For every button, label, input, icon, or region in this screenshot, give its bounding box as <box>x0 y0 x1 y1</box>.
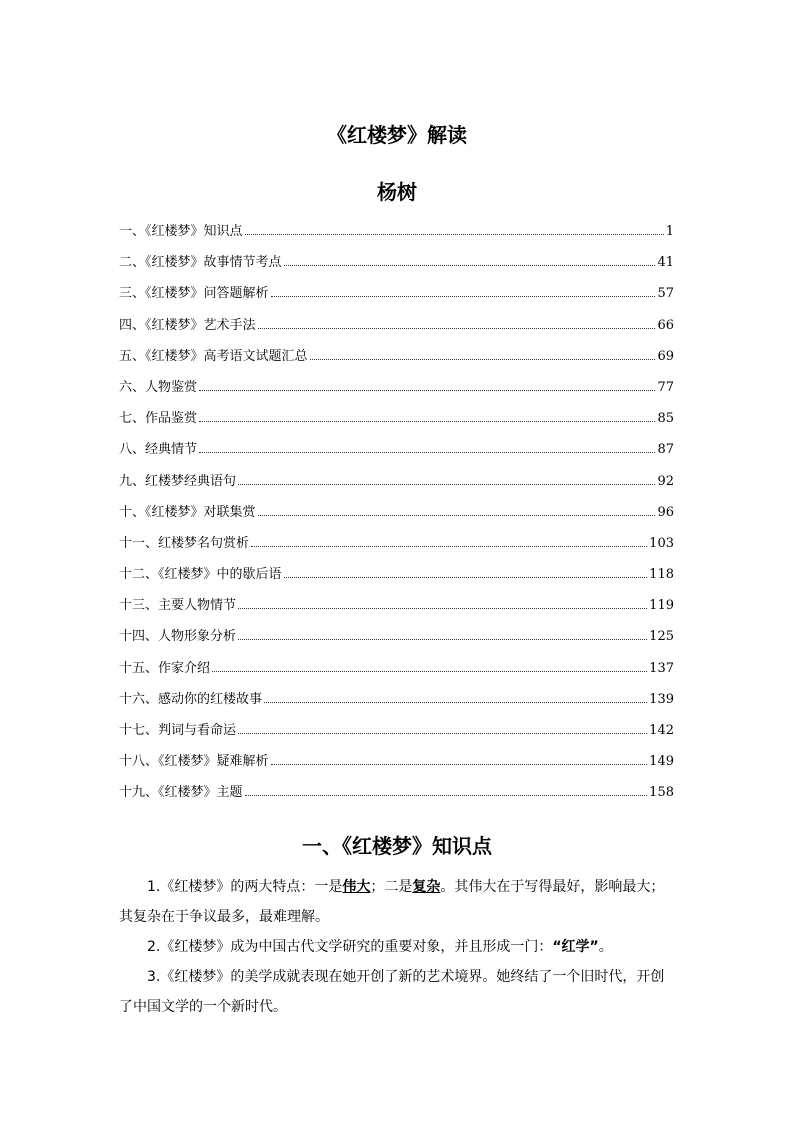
toc-leader-dots <box>271 764 648 765</box>
toc-leader-dots <box>245 234 664 235</box>
text-span: 1.《红楼梦》的两大特点：一是 <box>147 879 343 895</box>
text-span: ；二是 <box>370 879 413 895</box>
toc-leader-dots <box>245 795 648 796</box>
toc-entry[interactable] <box>119 532 674 563</box>
toc-entry-label: 四、《红楼梦》艺术手法 <box>119 317 256 333</box>
toc-entry[interactable] <box>119 470 674 501</box>
toc-entry-page: 137 <box>649 660 674 676</box>
toc-entry-label: 十四、人物形象分析 <box>119 629 237 645</box>
section-body <box>119 872 676 1022</box>
document-title: 《红楼梦》解读 <box>327 123 467 147</box>
toc-entry-page: 158 <box>649 785 674 801</box>
toc-entry-label: 八、经典情节 <box>119 442 198 458</box>
toc-entry-label: 十三、主要人物情节 <box>119 598 237 614</box>
emphasis: 复杂 <box>412 879 441 895</box>
paragraph-3 <box>119 962 676 1022</box>
toc-entry-page: 118 <box>649 567 674 583</box>
toc-entry[interactable] <box>119 594 674 625</box>
section-heading: 一、《红楼梦》知识点 <box>302 834 492 858</box>
toc-leader-dots <box>199 390 655 391</box>
toc-entry-page: 119 <box>649 598 674 614</box>
text-span: 2.《红楼梦》成为中国古代文学研究的重要对象，并且形成一门： <box>147 939 553 955</box>
toc-entry[interactable] <box>119 220 674 251</box>
toc-entry[interactable] <box>119 719 674 750</box>
toc-leader-dots <box>264 702 647 703</box>
toc-entry-page: 69 <box>657 348 674 364</box>
paragraph-2 <box>119 932 676 962</box>
toc-entry-label: 三、《红楼梦》问答题解析 <box>119 286 269 302</box>
toc-leader-dots <box>251 546 647 547</box>
toc-entry[interactable] <box>119 501 674 532</box>
toc-leader-dots <box>238 484 655 485</box>
paragraph-1 <box>119 872 676 932</box>
toc-entry[interactable] <box>119 688 674 719</box>
toc-entry[interactable] <box>119 438 674 469</box>
toc-leader-dots <box>258 328 656 329</box>
toc-leader-dots <box>238 608 647 609</box>
emphasis: “红学” <box>552 939 599 955</box>
toc-entry[interactable] <box>119 314 674 345</box>
toc-leader-dots <box>199 421 655 422</box>
toc-leader-dots <box>284 577 648 578</box>
toc-entry[interactable] <box>119 345 674 376</box>
toc-entry[interactable] <box>119 282 674 313</box>
toc-entry-page: 139 <box>649 691 674 707</box>
table-of-contents <box>119 220 674 813</box>
toc-entry[interactable] <box>119 563 674 594</box>
toc-entry-page: 85 <box>657 411 674 427</box>
toc-leader-dots <box>310 359 656 360</box>
toc-entry-label: 十二、《红楼梦》中的歇后语 <box>119 567 282 583</box>
text-span: 。 <box>598 939 613 955</box>
toc-entry-label: 十一、红楼梦名句赏析 <box>119 535 250 551</box>
toc-entry-page: 41 <box>657 255 674 271</box>
toc-leader-dots <box>271 296 656 297</box>
toc-entry-label: 十九、《红楼梦》主题 <box>119 785 243 801</box>
toc-entry-label: 九、红楼梦经典语句 <box>119 473 237 489</box>
toc-entry[interactable] <box>119 781 674 812</box>
toc-entry[interactable] <box>119 625 674 656</box>
toc-entry-label: 十七、判词与看命运 <box>119 723 237 738</box>
toc-entry-label: 十六、感动你的红楼故事 <box>119 691 263 707</box>
toc-entry-page: 92 <box>657 473 674 489</box>
toc-leader-dots <box>199 452 655 453</box>
toc-entry-page: 149 <box>649 754 674 770</box>
toc-entry-label: 十、《红楼梦》对联集赏 <box>119 504 256 520</box>
toc-leader-dots <box>238 639 647 640</box>
toc-entry-page: 142 <box>649 723 674 738</box>
toc-entry-label: 十八、《红楼梦》疑难解析 <box>119 754 269 770</box>
toc-leader-dots <box>212 671 647 672</box>
toc-entry-page: 77 <box>657 379 674 395</box>
toc-entry-label: 五、《红楼梦》高考语文试题汇总 <box>119 348 308 364</box>
toc-entry[interactable] <box>119 376 674 407</box>
toc-leader-dots <box>284 265 656 266</box>
document-author: 杨树 <box>377 180 417 204</box>
toc-entry[interactable] <box>119 251 674 282</box>
toc-leader-dots <box>238 733 647 734</box>
toc-entry-label: 一、《红楼梦》知识点 <box>119 224 243 239</box>
toc-entry-page: 103 <box>649 535 674 551</box>
toc-entry-page: 96 <box>657 504 674 520</box>
toc-entry-page: 1 <box>665 224 674 239</box>
toc-entry-label: 六、人物鉴赏 <box>119 379 198 395</box>
toc-entry-page: 66 <box>657 317 674 333</box>
toc-entry-label: 七、作品鉴赏 <box>119 411 198 427</box>
toc-entry-label: 十五、作家介绍 <box>119 660 211 676</box>
toc-entry[interactable] <box>119 657 674 688</box>
text-span: 。其伟大在于写得最好，影响最大；其复杂在于争议最多，最难理解。 <box>119 879 665 925</box>
toc-leader-dots <box>258 515 656 516</box>
toc-entry[interactable] <box>119 407 674 438</box>
toc-entry[interactable] <box>119 750 674 781</box>
toc-entry-page: 125 <box>649 629 674 645</box>
toc-entry-label: 二、《红楼梦》故事情节考点 <box>119 255 282 271</box>
toc-entry-page: 57 <box>657 286 674 302</box>
emphasis: 伟大 <box>342 879 371 895</box>
text-span: 3.《红楼梦》的美学成就表现在她开创了新的艺术境界。她终结了一个旧时代，开创了中国文学的一个新时代。 <box>119 969 665 1015</box>
toc-entry-page: 87 <box>657 442 674 458</box>
